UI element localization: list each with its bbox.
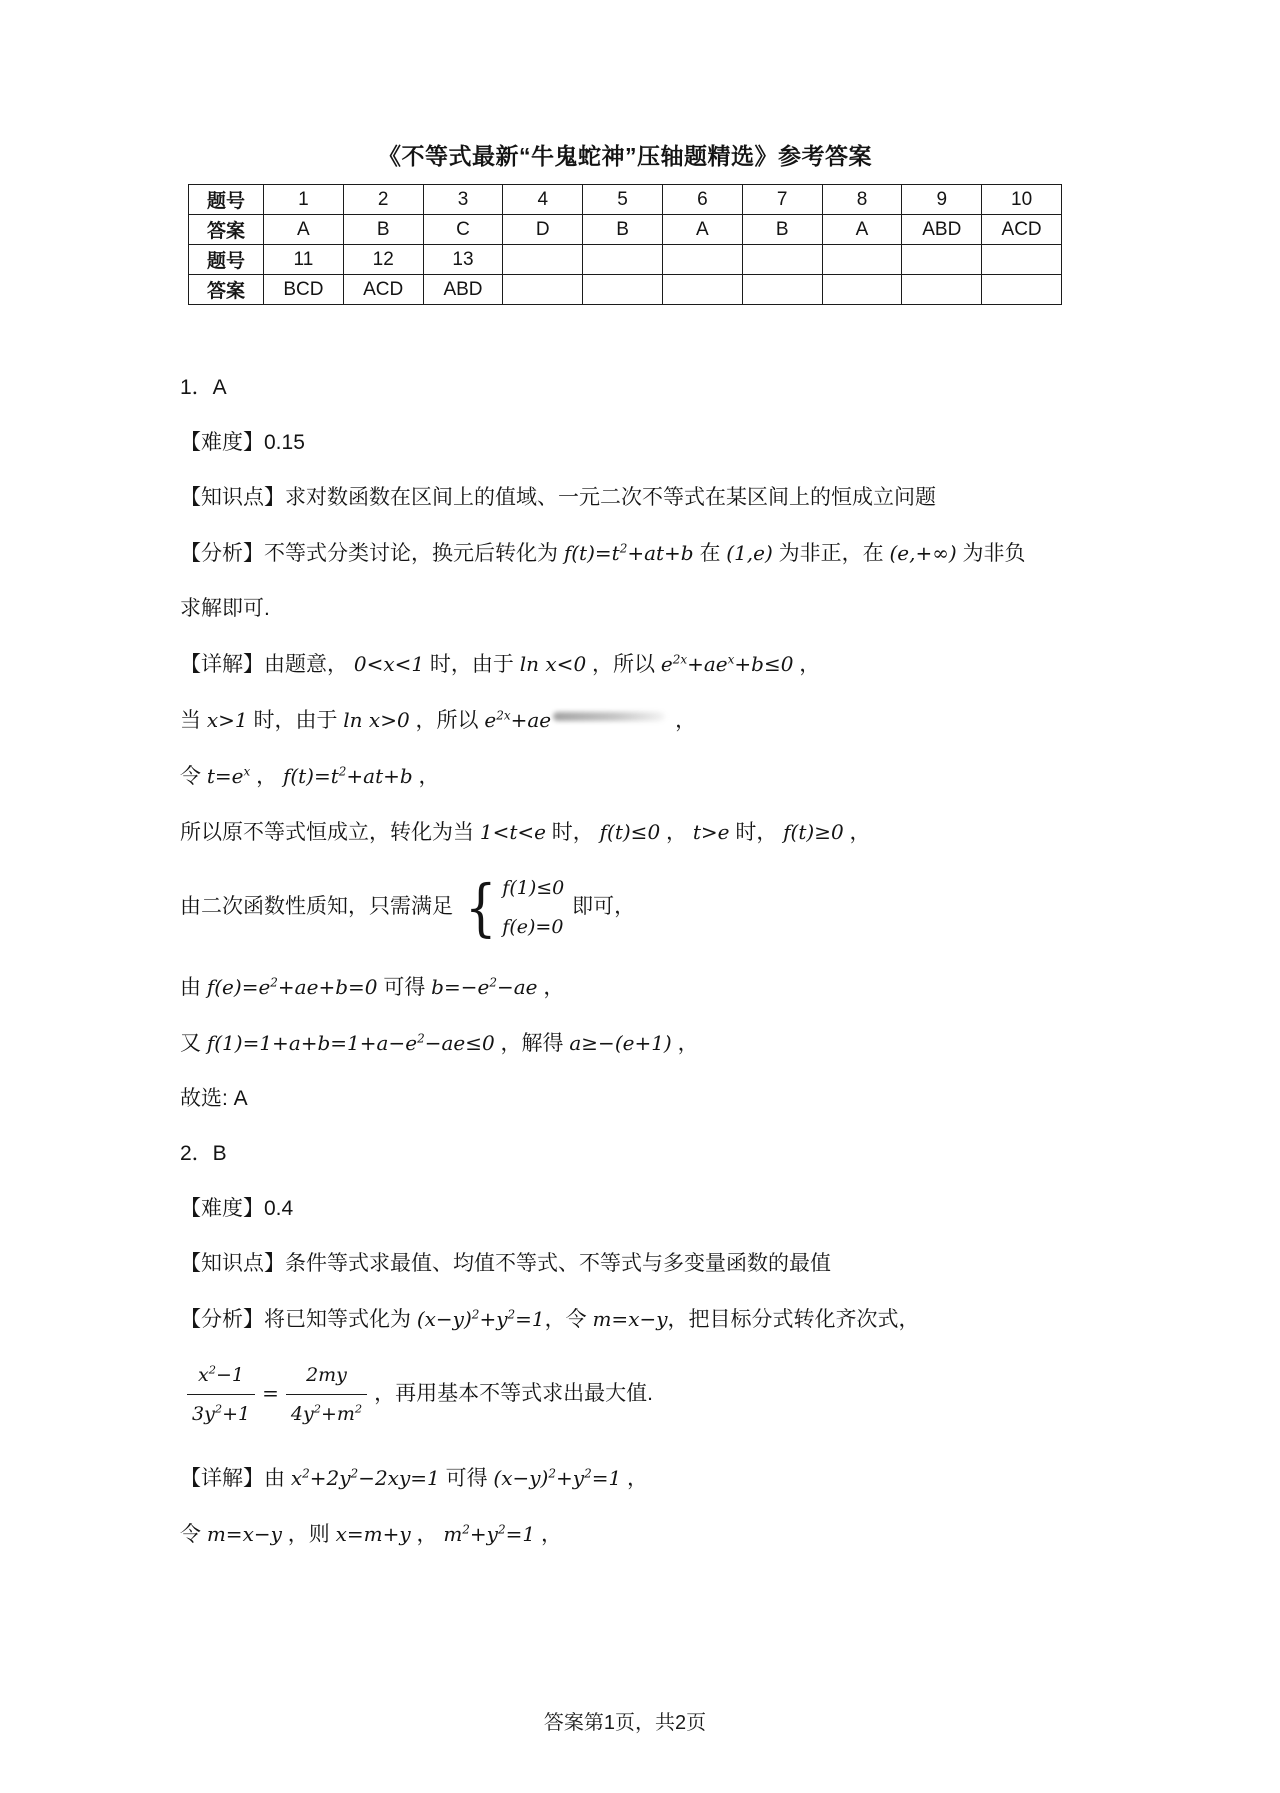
math-expression: 2my xyxy=(306,1364,347,1386)
superscript: 2 xyxy=(417,1031,425,1046)
text-run: ， xyxy=(535,1523,562,1546)
text-run: 时， xyxy=(729,821,784,844)
text-run: 又 xyxy=(180,1032,207,1055)
math-expression: a≥−(e+1) xyxy=(569,1031,672,1055)
answer-cell: 3 xyxy=(423,185,503,215)
superscript: 2 xyxy=(313,1401,321,1416)
answer-cell: A xyxy=(822,215,902,245)
math-expression: $4y^2+m^2$ xyxy=(290,1401,363,1425)
text-run: 令 xyxy=(180,765,207,788)
math-expression: $t=e^x$ xyxy=(206,764,251,788)
answer-cell: C xyxy=(423,215,503,245)
math-expression: ln x>0 xyxy=(343,708,410,732)
math-expression: x=m+y xyxy=(335,1522,411,1546)
fraction-denominator xyxy=(286,1395,367,1429)
text-run: ，解得 xyxy=(494,1032,570,1055)
answer-cell: B xyxy=(343,215,423,245)
math-expression: = xyxy=(262,1381,279,1406)
math-expression: $x^2+2y^2-2xy=1$ xyxy=(290,1466,440,1490)
text-run: 为非正，在 xyxy=(772,542,890,565)
text-run: 【知识点】条件等式求最值、均值不等式、不等式与多变量函数的最值 xyxy=(180,1252,831,1275)
text-run: 【分析】不等式分类讨论，换元后转化为 xyxy=(180,542,564,565)
text-run: 时，由于 xyxy=(247,709,344,732)
answer-cell xyxy=(822,245,902,275)
solution-paragraph xyxy=(180,649,1090,680)
math-expression: f(t)≥0 xyxy=(783,820,844,844)
answer-cell: ACD xyxy=(343,275,423,305)
answer-cell: 1 xyxy=(264,185,344,215)
math-expression: $(x-y)^2+y^2=1$ xyxy=(493,1466,622,1490)
text-run: ， xyxy=(660,821,693,844)
answer-cell: ACD xyxy=(982,215,1062,245)
cases-system xyxy=(461,870,565,944)
text-run: ， xyxy=(621,1467,649,1490)
math-expression: $m^2+y^2=1$ xyxy=(443,1522,536,1546)
text-run: 可得 xyxy=(377,976,432,999)
superscript: x xyxy=(243,764,251,779)
math-expression: $f(t)=t^2+at+b$ xyxy=(563,541,694,565)
solution-content xyxy=(180,373,1090,1550)
solution-paragraph xyxy=(180,1139,1090,1169)
left-brace-glyph: { xyxy=(464,870,497,944)
answer-cell: 9 xyxy=(902,185,982,215)
text-run: ， xyxy=(675,709,697,732)
answer-cell xyxy=(583,245,663,275)
superscript: 2 xyxy=(489,975,497,990)
math-expression: m=x−y xyxy=(206,1522,282,1546)
answer-cell xyxy=(982,245,1062,275)
solution-paragraph xyxy=(180,1194,1090,1224)
row-header-cell: 答案 xyxy=(189,275,264,305)
superscript: 2 xyxy=(497,1522,506,1537)
superscript: 2 xyxy=(270,975,278,990)
answer-cell xyxy=(583,275,663,305)
answer-cell xyxy=(742,275,822,305)
solution-paragraph xyxy=(180,373,1090,403)
case-row: f(e)=0 xyxy=(502,916,564,938)
superscript: 2 xyxy=(619,541,628,556)
text-run: ， xyxy=(537,976,565,999)
solution-paragraph xyxy=(180,870,1090,944)
answer-cell: B xyxy=(583,215,663,245)
text-run: 时，由于 xyxy=(424,653,520,676)
answer-cell: 13 xyxy=(423,245,503,275)
solution-paragraph xyxy=(180,761,1090,792)
answer-cell: 6 xyxy=(662,185,742,215)
math-expression: f(t)≤0 xyxy=(599,820,661,844)
text-run: ， xyxy=(410,1523,444,1546)
document-title: 《不等式最新“牛鬼蛇神”压轴题精选》参考答案 xyxy=(378,143,872,169)
math-expression: $e^{2x}+ae$ xyxy=(484,708,552,732)
solution-paragraph xyxy=(180,538,1090,569)
text-run: ，把目标分式转化齐次式， xyxy=(667,1308,920,1331)
answer-cell xyxy=(902,275,982,305)
text-run: ，再用基本不等式求出最大值. xyxy=(374,1382,653,1406)
answer-cell xyxy=(822,275,902,305)
superscript: 2x xyxy=(496,708,511,723)
math-expression: ln x<0 xyxy=(519,652,587,676)
answer-cell xyxy=(503,245,583,275)
text-run: 为非负 xyxy=(956,542,1026,565)
math-expression: 1<t<e xyxy=(479,820,546,844)
solution-paragraph xyxy=(180,1084,1090,1114)
text-run: 故选: A xyxy=(180,1087,248,1110)
solution-paragraph xyxy=(180,1360,1090,1429)
text-run: ， xyxy=(843,821,871,844)
text-run: 由 xyxy=(180,976,207,999)
text-run: 【难度】0.15 xyxy=(180,431,305,454)
superscript: 2x xyxy=(672,652,688,667)
text-run: 【难度】0.4 xyxy=(180,1197,294,1220)
answer-cell: B xyxy=(742,215,822,245)
text-run: 【详解】由 xyxy=(180,1467,291,1490)
text-run: 【详解】由题意， xyxy=(180,653,354,676)
superscript: 2 xyxy=(354,1401,363,1416)
solution-paragraph xyxy=(180,428,1090,458)
redacted-smudge xyxy=(553,712,665,721)
superscript: 2 xyxy=(462,1522,470,1537)
superscript: 2 xyxy=(338,764,347,779)
solution-paragraph xyxy=(180,594,1090,624)
case-row: f(1)≤0 xyxy=(502,877,565,899)
math-expression: m=x−y xyxy=(592,1307,668,1331)
solution-paragraph xyxy=(180,1463,1090,1494)
superscript: 2 xyxy=(471,1307,480,1322)
text-run: ，所以 xyxy=(586,653,661,676)
text-run: ，则 xyxy=(281,1523,336,1546)
answer-cell: 7 xyxy=(742,185,822,215)
row-header-cell: 题号 xyxy=(189,185,264,215)
answer-cell xyxy=(503,275,583,305)
math-expression: $b=-e^2-ae$ xyxy=(431,975,538,999)
answer-table-row xyxy=(189,275,1062,305)
answer-cell: ABD xyxy=(902,215,982,245)
superscript: 2 xyxy=(208,1362,217,1377)
superscript: 2 xyxy=(302,1466,310,1481)
math-expression: (e,+∞) xyxy=(889,541,957,565)
answer-table-row xyxy=(189,245,1062,275)
answer-cell: BCD xyxy=(264,275,344,305)
text-run: 即可， xyxy=(566,895,636,919)
answer-cell xyxy=(982,275,1062,305)
fraction xyxy=(286,1360,367,1429)
text-run: 令 xyxy=(180,1523,207,1546)
text-run: 可得 xyxy=(439,1467,494,1490)
answer-cell: D xyxy=(503,215,583,245)
answer-cell: 11 xyxy=(264,245,344,275)
answer-cell: 2 xyxy=(343,185,423,215)
math-expression: 0<x<1 xyxy=(353,652,425,676)
text-run: 求解即可. xyxy=(180,597,270,620)
row-header-cell: 答案 xyxy=(189,215,264,245)
math-expression: $e^{2x}+ae^x+b\le 0$ xyxy=(660,652,794,676)
text-run: ， xyxy=(793,653,821,676)
math-expression: t>e xyxy=(692,820,730,844)
answer-table-row xyxy=(189,185,1062,215)
math-expression: $f(e)=e^2+ae+b=0$ xyxy=(206,975,378,999)
answer-cell: 12 xyxy=(343,245,423,275)
answer-cell: A xyxy=(662,215,742,245)
answer-cell xyxy=(742,245,822,275)
answer-cell: 8 xyxy=(822,185,902,215)
row-header-cell: 题号 xyxy=(189,245,264,275)
fraction-numerator xyxy=(286,1360,367,1395)
math-expression: $x^2-1$ xyxy=(198,1362,245,1386)
answer-cell xyxy=(902,245,982,275)
solution-paragraph xyxy=(180,1304,1090,1335)
answer-cell: A xyxy=(264,215,344,245)
text-run: 当 xyxy=(180,709,207,732)
solution-paragraph xyxy=(180,1519,1090,1550)
solution-paragraph xyxy=(180,1028,1090,1059)
superscript: 2 xyxy=(214,1401,223,1416)
fraction xyxy=(187,1360,255,1429)
math-expression: $f(1)=1+a+b=1+a-e^2-ae\le 0$ xyxy=(206,1031,495,1055)
text-run: 在 xyxy=(693,542,727,565)
answer-table-body xyxy=(189,185,1062,305)
answer-cell: 10 xyxy=(982,185,1062,215)
text-run: 1．A xyxy=(180,376,227,399)
superscript: 2 xyxy=(507,1307,516,1322)
answer-cell: 5 xyxy=(583,185,663,215)
math-expression: $f(t)=t^2+at+b$ xyxy=(282,764,413,788)
solution-paragraph xyxy=(180,1249,1090,1279)
answer-cell: 4 xyxy=(503,185,583,215)
math-expression: $3y^2+1$ xyxy=(192,1401,251,1425)
text-run: 【分析】将已知等式化为 xyxy=(180,1308,417,1331)
text-run: 2．B xyxy=(180,1142,227,1165)
solution-paragraph xyxy=(180,972,1090,1003)
superscript: x xyxy=(727,652,735,667)
answer-table-row xyxy=(189,215,1062,245)
text-run: 【知识点】求对数函数在区间上的值域、一元二次不等式在某区间上的恒成立问题 xyxy=(180,486,936,509)
math-expression: $(x-y)^2+y^2=1$ xyxy=(416,1307,545,1331)
text-run: 时， xyxy=(545,821,600,844)
math-expression: (1,e) xyxy=(726,541,773,565)
text-run: 由二次函数性质知，只需满足 xyxy=(180,895,459,919)
page-footer: 答案第1页，共2页 xyxy=(543,1712,707,1734)
text-run: ， xyxy=(671,1032,699,1055)
text-run: ，所以 xyxy=(409,709,485,732)
answer-cell xyxy=(662,275,742,305)
math-expression: x>1 xyxy=(206,708,248,732)
solution-paragraph xyxy=(180,817,1090,848)
fraction-numerator xyxy=(187,1360,255,1395)
cases-rows xyxy=(502,873,564,942)
text-run: ， xyxy=(412,765,440,788)
text-run: ， xyxy=(250,765,283,788)
solution-paragraph xyxy=(180,705,1090,736)
answer-cell: ABD xyxy=(423,275,503,305)
answer-cell xyxy=(662,245,742,275)
solution-paragraph xyxy=(180,483,1090,513)
superscript: 2 xyxy=(548,1466,556,1481)
fraction-denominator xyxy=(187,1395,255,1429)
superscript: 2 xyxy=(584,1466,592,1481)
text-run: 所以原不等式恒成立，转化为当 xyxy=(180,821,480,844)
superscript: 2 xyxy=(350,1466,359,1481)
text-run: ，令 xyxy=(544,1308,593,1331)
document-header xyxy=(188,0,1062,305)
answer-table xyxy=(188,184,1062,305)
